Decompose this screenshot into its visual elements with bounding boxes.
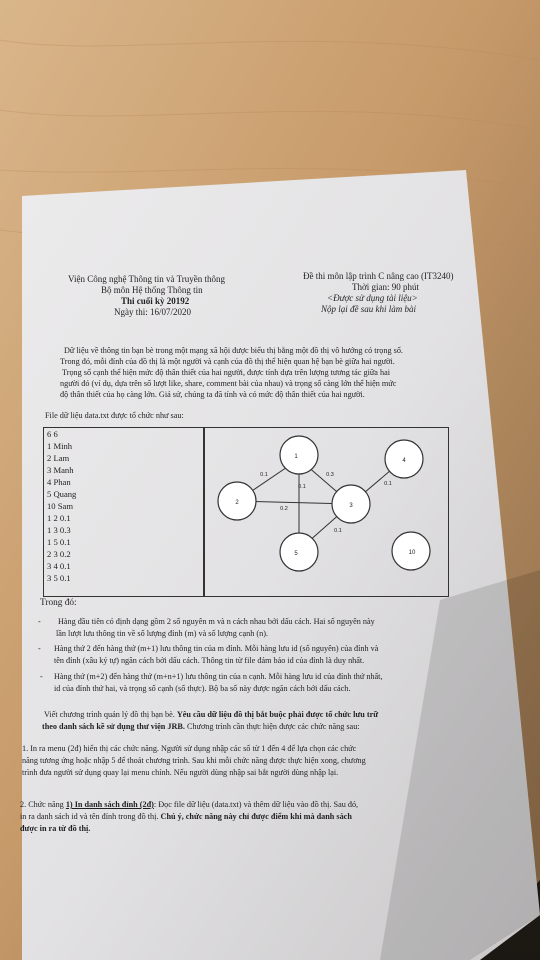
bullet-1-line-1: Hàng đầu tiên có định dạng gồm 2 số nguyên m và n cách nhau bởi dấu cách. Hai số nguyên này bbox=[58, 617, 375, 626]
item-2-line-3: được in ra từ đồ thị. bbox=[20, 824, 91, 833]
bullet-dash: - bbox=[38, 617, 41, 626]
task-intro: Viết chương trình quản lý đồ thị bạn bè. bbox=[44, 710, 177, 719]
graph-node-label: 5 bbox=[294, 551, 298, 557]
item-2-line-1 bbox=[20, 800, 358, 809]
item-2-desc: : Đọc file dữ liệu (data.txt) và thêm dữ liệu vào đồ thị. Sau đó, bbox=[153, 800, 359, 809]
bullet-dash: - bbox=[40, 672, 43, 681]
file-line: 1 5 0.1 bbox=[47, 537, 71, 547]
file-line: 3 4 0.1 bbox=[47, 561, 71, 571]
item-2-number: 2. Chức năng bbox=[20, 800, 66, 809]
graph-node-label: 4 bbox=[402, 458, 406, 464]
intro-line-4: người đó (ví dụ, dựa trên số lượt like, share, comment bài của nhau) và trọng số càng lớn thể hiện mức bbox=[60, 379, 397, 388]
edge-weight-label: 0.3 bbox=[326, 472, 334, 478]
bullet-3-line-1: Hàng thứ (m+2) đến hàng thứ (m+n+1) lưu thông tin của n cạnh. Mỗi hàng lưu id của đỉnh thứ nhất, bbox=[54, 672, 383, 681]
edge-weight-label: 0.1 bbox=[334, 528, 342, 534]
file-line: 1 3 0.3 bbox=[47, 525, 71, 535]
graph-node-label: 2 bbox=[235, 500, 239, 506]
institute-name: Viện Công nghệ Thông tin và Truyền thông bbox=[68, 274, 226, 284]
exam-subject: Đề thi môn lập trình C nâng cao (IT3240) bbox=[303, 271, 454, 281]
bullet-1-line-2: lần lượt lưu thông tin về số lượng đỉnh (m) và số lượng cạnh (n). bbox=[56, 629, 268, 638]
edge-weight-label: 0.1 bbox=[298, 484, 306, 490]
graph-node bbox=[280, 533, 318, 571]
task-requirement-end: theo danh sách kề sử dụng thư viện JRB. bbox=[42, 722, 185, 731]
bullet-2-line-2: tên đỉnh (xâu ký tự) ngăn cách bởi dấu cách. Thông tin từ file đảm bảo id của đỉnh là duy nhất. bbox=[54, 656, 365, 665]
item-1-line-3: trình đưa người sử dụng quay lại menu chính. Nếu người dùng nhập sai bắt người dùng nhập lại. bbox=[22, 768, 339, 777]
file-line: 3 Manh bbox=[47, 465, 74, 475]
item-1-line-2: năng tương ứng hoặc nhập 5 để thoát chương trình. Sau khi mỗi chức năng được thực hiện xong, chương bbox=[22, 756, 366, 765]
graph-node-label: 10 bbox=[408, 550, 416, 556]
item-2-note: Chú ý, chức năng này chỉ được điểm khi mà danh sách bbox=[160, 812, 352, 821]
intro-line-1: Dữ liệu về thông tin bạn bè trong một mạng xã hội được biểu thị bằng một đồ thị vô hướng có trọng số. bbox=[64, 346, 403, 355]
item-2-line-2 bbox=[20, 812, 352, 821]
edge-weight-label: 0.2 bbox=[280, 506, 288, 512]
exam-date: Ngày thi: 16/07/2020 bbox=[114, 307, 191, 317]
file-caption: File dữ liệu data.txt được tổ chức như sau: bbox=[45, 411, 184, 420]
file-line: 1 Minh bbox=[47, 441, 73, 451]
file-line: 3 5 0.1 bbox=[47, 573, 71, 583]
bullet-3-line-2: id của đỉnh thứ hai, và trọng số cạnh (số thực). Bộ ba số này được ngăn cách bởi dấu cách. bbox=[54, 684, 351, 693]
exam-duration: Thời gian: 90 phút bbox=[352, 282, 420, 292]
graph-diagram bbox=[203, 427, 449, 597]
graph-node-label: 3 bbox=[349, 503, 353, 509]
data-file-listing bbox=[43, 427, 205, 597]
graph-node bbox=[280, 436, 318, 474]
intro-line-3: Trọng số cạnh thể hiện mức độ thân thiết của hai người, được tính dựa trên lượng tương tác giữa hai bbox=[62, 368, 390, 377]
file-line: 10 Sam bbox=[47, 501, 74, 511]
item-2-desc-2: in ra danh sách id và tên đỉnh trong đồ thị. bbox=[20, 812, 161, 821]
department-name: Bộ môn Hệ thống Thông tin bbox=[101, 285, 203, 295]
file-line: 4 Phan bbox=[47, 477, 71, 487]
file-line: 5 Quang bbox=[47, 489, 77, 499]
materials-note: <Được sử dụng tài liệu> bbox=[327, 293, 418, 303]
file-line: 6 6 bbox=[47, 429, 58, 439]
item-1-line-1: 1. In ra menu (2đ) hiển thị các chức năng. Người sử dụng nhập các số từ 1 đến 4 để lựa chọn các chức bbox=[22, 744, 357, 753]
edge-weight-label: 0.1 bbox=[384, 481, 392, 487]
submit-note: Nộp lại đề sau khi làm bài bbox=[321, 304, 416, 314]
intro-line-2: Trong đó, mỗi đỉnh của đồ thị là một người và cạnh của đồ thị thể hiện quan hệ bạn bè giữa hai người. bbox=[60, 357, 395, 366]
task-functions-intro: Chương trình cần thực hiện được các chức năng sau: bbox=[184, 722, 360, 731]
file-line: 2 Lam bbox=[47, 453, 70, 463]
task-line-2 bbox=[42, 722, 360, 731]
graph-node-label: 1 bbox=[294, 454, 298, 460]
file-line: 1 2 0.1 bbox=[47, 513, 71, 523]
edge-weight-label: 0.1 bbox=[260, 472, 268, 478]
intro-line-5: độ thân thiết của họ càng lớn. Giả sử, chúng ta đã tính và có mức độ thân thiết của hai người. bbox=[60, 390, 365, 399]
task-requirement: Yêu cầu dữ liệu đồ thị bắt buộc phải được tổ chức lưu trữ bbox=[176, 710, 379, 719]
task-line-1 bbox=[44, 710, 378, 719]
where-label: Trong đó: bbox=[40, 598, 77, 608]
file-line: 2 3 0.2 bbox=[47, 549, 71, 559]
item-2-title: 1) In danh sách đỉnh (2đ) bbox=[65, 800, 154, 809]
bullet-2-line-1: Hàng thứ 2 đến hàng thứ (m+1) lưu thông tin của m đỉnh. Mỗi hàng lưu id (số nguyên) của đỉnh và bbox=[54, 644, 379, 653]
exam-term: Thi cuối kỳ 20192 bbox=[121, 296, 190, 306]
bullet-dash: - bbox=[38, 644, 41, 653]
